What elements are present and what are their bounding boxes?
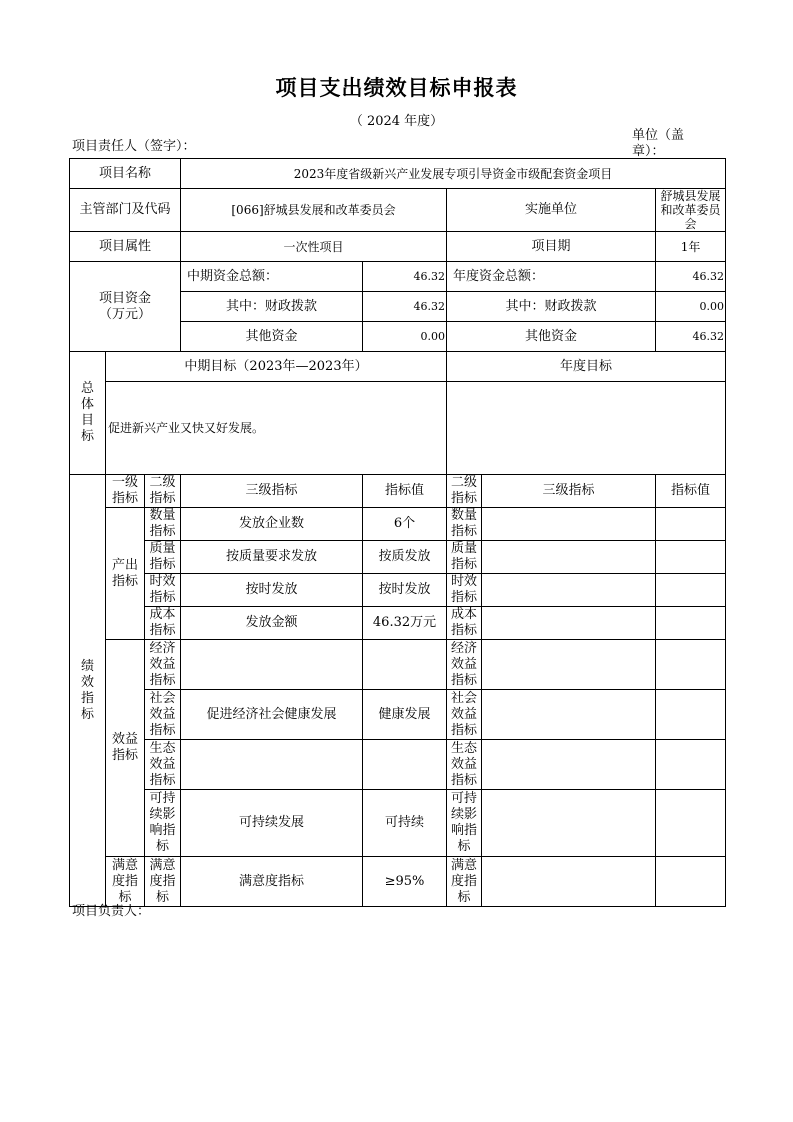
indicator-level2: 时效 指标 <box>145 574 181 607</box>
indicator-valueb <box>656 690 726 740</box>
project-leader-label: 项目负责人： <box>72 904 151 919</box>
col-level2b-header: 二级 指标 <box>447 475 482 508</box>
col-valueb-header: 指标值 <box>656 475 726 508</box>
mid-goal-label: 中期目标（2023年—2023年） <box>106 352 447 382</box>
indicator-value: 可持续 <box>363 790 447 857</box>
dept-value: [066]舒城县发展和改革委员会 <box>181 189 447 232</box>
project-attr-label: 项目属性 <box>70 232 181 262</box>
indicator-value: 46.32万元 <box>363 607 447 640</box>
output-indicator-label: 产出 指标 <box>106 508 145 640</box>
indicator-valueb <box>656 790 726 857</box>
col-level2-header: 二级 指标 <box>145 475 181 508</box>
col-level3b-header: 三级指标 <box>482 475 656 508</box>
indicator-level3 <box>181 640 363 690</box>
year-goal-label: 年度目标 <box>447 352 726 382</box>
project-period-value: 1年 <box>656 232 726 262</box>
effect-indicator-label: 效益 指标 <box>106 640 145 857</box>
impl-unit-label: 实施单位 <box>447 189 656 232</box>
year-total-value: 46.32 <box>656 262 726 292</box>
indicator-value <box>363 740 447 790</box>
indicator-valueb <box>656 740 726 790</box>
indicator-valueb <box>656 640 726 690</box>
year-total-label: 年度资金总额： <box>447 262 656 292</box>
indicator-level3b <box>482 790 656 857</box>
indicator-level3: 按质量要求发放 <box>181 541 363 574</box>
indicator-level3: 可持续发展 <box>181 790 363 857</box>
year-other-label: 其他资金 <box>447 322 656 352</box>
indicator-valueb <box>656 541 726 574</box>
year-fiscal-value: 0.00 <box>656 292 726 322</box>
mid-other-value: 0.00 <box>363 322 447 352</box>
year-line: （ 2024 年度） <box>349 114 444 129</box>
indicator-level3b <box>482 857 656 907</box>
mid-fiscal-label: 其中：财政拨款 <box>181 292 363 322</box>
project-funds-label: 项目资金 （万元） <box>70 262 181 352</box>
indicator-level2: 生态 效益 指标 <box>145 740 181 790</box>
indicator-value: 按质发放 <box>363 541 447 574</box>
year-other-value: 46.32 <box>656 322 726 352</box>
year-goal-content <box>447 382 726 475</box>
indicator-level2b: 质量 指标 <box>447 541 482 574</box>
col-value-header: 指标值 <box>363 475 447 508</box>
indicator-level2b: 生态 效益 指标 <box>447 740 482 790</box>
indicator-level3b <box>482 508 656 541</box>
indicator-level2: 满意 度指 标 <box>145 857 181 907</box>
mid-other-label: 其他资金 <box>181 322 363 352</box>
indicator-level3: 发放企业数 <box>181 508 363 541</box>
indicator-level3b <box>482 740 656 790</box>
satisfaction-indicator-label: 满意 度指 标 <box>106 857 145 907</box>
indicator-value: 健康发展 <box>363 690 447 740</box>
indicator-level3: 发放金额 <box>181 607 363 640</box>
project-name-value: 2023年度省级新兴产业发展专项引导资金市级配套资金项目 <box>181 159 726 189</box>
indicator-level2b: 满意 度指 标 <box>447 857 482 907</box>
indicator-value: 按时发放 <box>363 574 447 607</box>
indicator-valueb <box>656 607 726 640</box>
responsible-signature-label: 项目责任人（签字）： <box>72 139 196 154</box>
mid-total-value: 46.32 <box>363 262 447 292</box>
indicator-level3b <box>482 541 656 574</box>
indicator-level2b: 成本 指标 <box>447 607 482 640</box>
mid-fiscal-value: 46.32 <box>363 292 447 322</box>
indicator-level3b <box>482 607 656 640</box>
indicator-level2b: 经济 效益 指标 <box>447 640 482 690</box>
indicator-level2: 质量 指标 <box>145 541 181 574</box>
indicator-level3: 促进经济社会健康发展 <box>181 690 363 740</box>
indicator-level2b: 社会 效益 指标 <box>447 690 482 740</box>
indicator-valueb <box>656 508 726 541</box>
indicator-value: ≥95% <box>363 857 447 907</box>
indicator-level2: 经济 效益 指标 <box>145 640 181 690</box>
mid-goal-content: 促进新兴产业又快又好发展。 <box>106 382 447 475</box>
indicator-level2: 成本 指标 <box>145 607 181 640</box>
indicator-level3b <box>482 640 656 690</box>
indicator-level2b: 时效 指标 <box>447 574 482 607</box>
indicator-level3b <box>482 690 656 740</box>
performance-target-table <box>69 158 726 907</box>
indicator-level3: 按时发放 <box>181 574 363 607</box>
indicator-level2b: 数量 指标 <box>447 508 482 541</box>
project-period-label: 项目期 <box>447 232 656 262</box>
overall-goal-label: 总 体 目 标 <box>70 352 106 475</box>
indicator-value: 6个 <box>363 508 447 541</box>
performance-indicator-label: 绩 效 指 标 <box>70 475 106 907</box>
dept-label: 主管部门及代码 <box>70 189 181 232</box>
project-attr-value: 一次性项目 <box>181 232 447 262</box>
indicator-level2: 数量 指标 <box>145 508 181 541</box>
mid-total-label: 中期资金总额： <box>181 262 363 292</box>
col-level1-header: 一级 指标 <box>106 475 145 508</box>
unit-stamp-label: 单位（盖章）： <box>632 128 685 159</box>
indicator-level3b <box>482 574 656 607</box>
indicator-level2b: 可持 续影 响指 标 <box>447 790 482 857</box>
indicator-level2: 社会 效益 指标 <box>145 690 181 740</box>
indicator-level2: 可持 续影 响指 标 <box>145 790 181 857</box>
indicator-level3: 满意度指标 <box>181 857 363 907</box>
year-fiscal-label: 其中：财政拨款 <box>447 292 656 322</box>
col-level3-header: 三级指标 <box>181 475 363 508</box>
indicator-value <box>363 640 447 690</box>
project-name-label: 项目名称 <box>70 159 181 189</box>
indicator-valueb <box>656 574 726 607</box>
page-title: 项目支出绩效目标申报表 <box>275 75 518 100</box>
indicator-valueb <box>656 857 726 907</box>
impl-unit-value: 舒城县发展和改革委员会 <box>656 189 726 232</box>
indicator-level3 <box>181 740 363 790</box>
